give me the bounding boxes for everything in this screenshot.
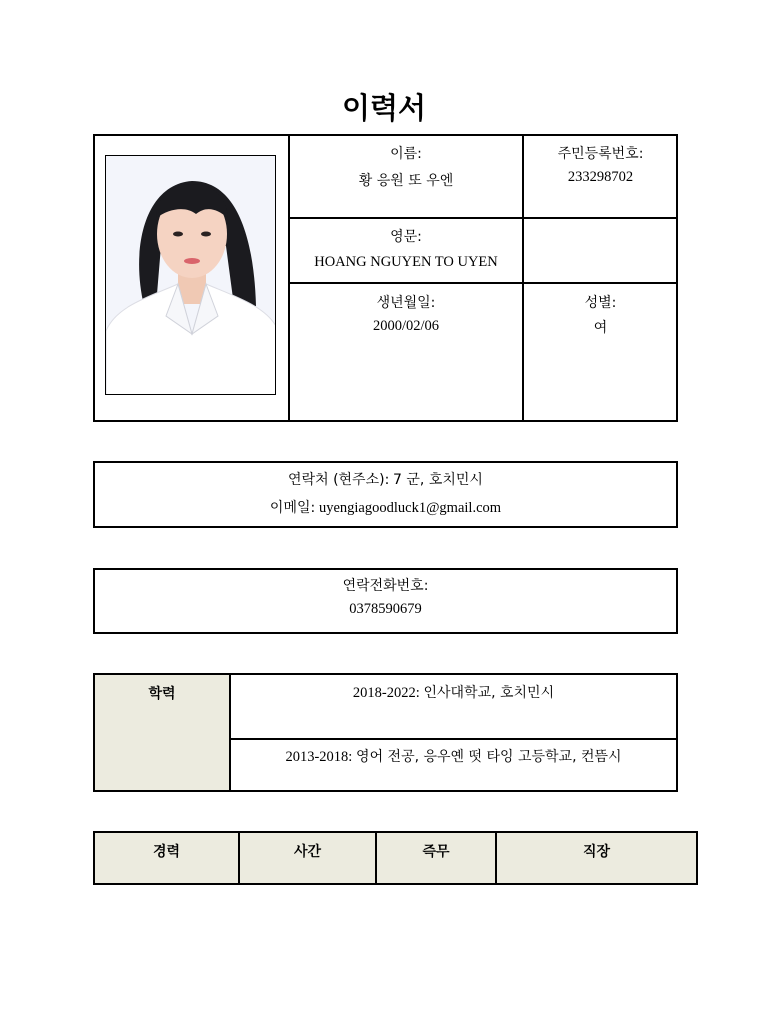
email-label: 이메일: [269, 500, 316, 516]
birth-date-value: 2000/02/06 [372, 318, 440, 334]
address-label: 연락처 (현주소): [288, 472, 390, 488]
id-number-label: 주민등록번호: [557, 146, 644, 162]
name-value: 황 응원 또 우엔 [358, 173, 454, 189]
email-line [93, 497, 678, 520]
education-detail: 영어 전공, 응우옌 떳 타잉 고등학교, 컨뜸시 [356, 749, 622, 765]
education-entry [231, 682, 676, 705]
career-header-period: 사간 [293, 844, 322, 860]
birth-date-label: 생년월일: [376, 295, 436, 311]
education-header: 학력 [148, 686, 176, 702]
gender-value: 여 [593, 320, 608, 336]
education-years: 2013-2018: [285, 749, 353, 765]
phone-label: 연락전화번호: [342, 578, 429, 594]
address-value: 7 군, 호치민시 [393, 472, 483, 488]
id-number-value: 233298702 [567, 169, 634, 185]
gender-cell [524, 292, 677, 340]
page-title: 이력서 [341, 91, 427, 125]
career-header-experience: 경력 [152, 844, 181, 860]
name-label: 이름: [390, 146, 422, 162]
id-number-cell [524, 143, 677, 189]
education-entry [231, 746, 676, 769]
profile-photo [105, 155, 276, 395]
portrait-image [106, 156, 276, 395]
address-line [93, 469, 678, 492]
education-years: 2018-2022: [352, 685, 420, 701]
email-value: uyengiagoodluck1@gmail.com [318, 500, 502, 516]
career-header-workplace: 직장 [582, 844, 611, 860]
gender-label: 성별: [584, 295, 617, 311]
phone-cell [93, 575, 678, 621]
english-name-cell [290, 226, 522, 274]
english-name-label: 영문: [390, 229, 422, 245]
english-name-value: HOANG NGUYEN TO UYEN [314, 254, 498, 270]
education-detail: 인사대학교, 호치민시 [423, 685, 555, 701]
birth-date-cell [290, 292, 522, 338]
career-header-duty: 즉무 [422, 844, 450, 860]
phone-value: 0378590679 [349, 601, 422, 617]
name-cell [290, 143, 522, 193]
